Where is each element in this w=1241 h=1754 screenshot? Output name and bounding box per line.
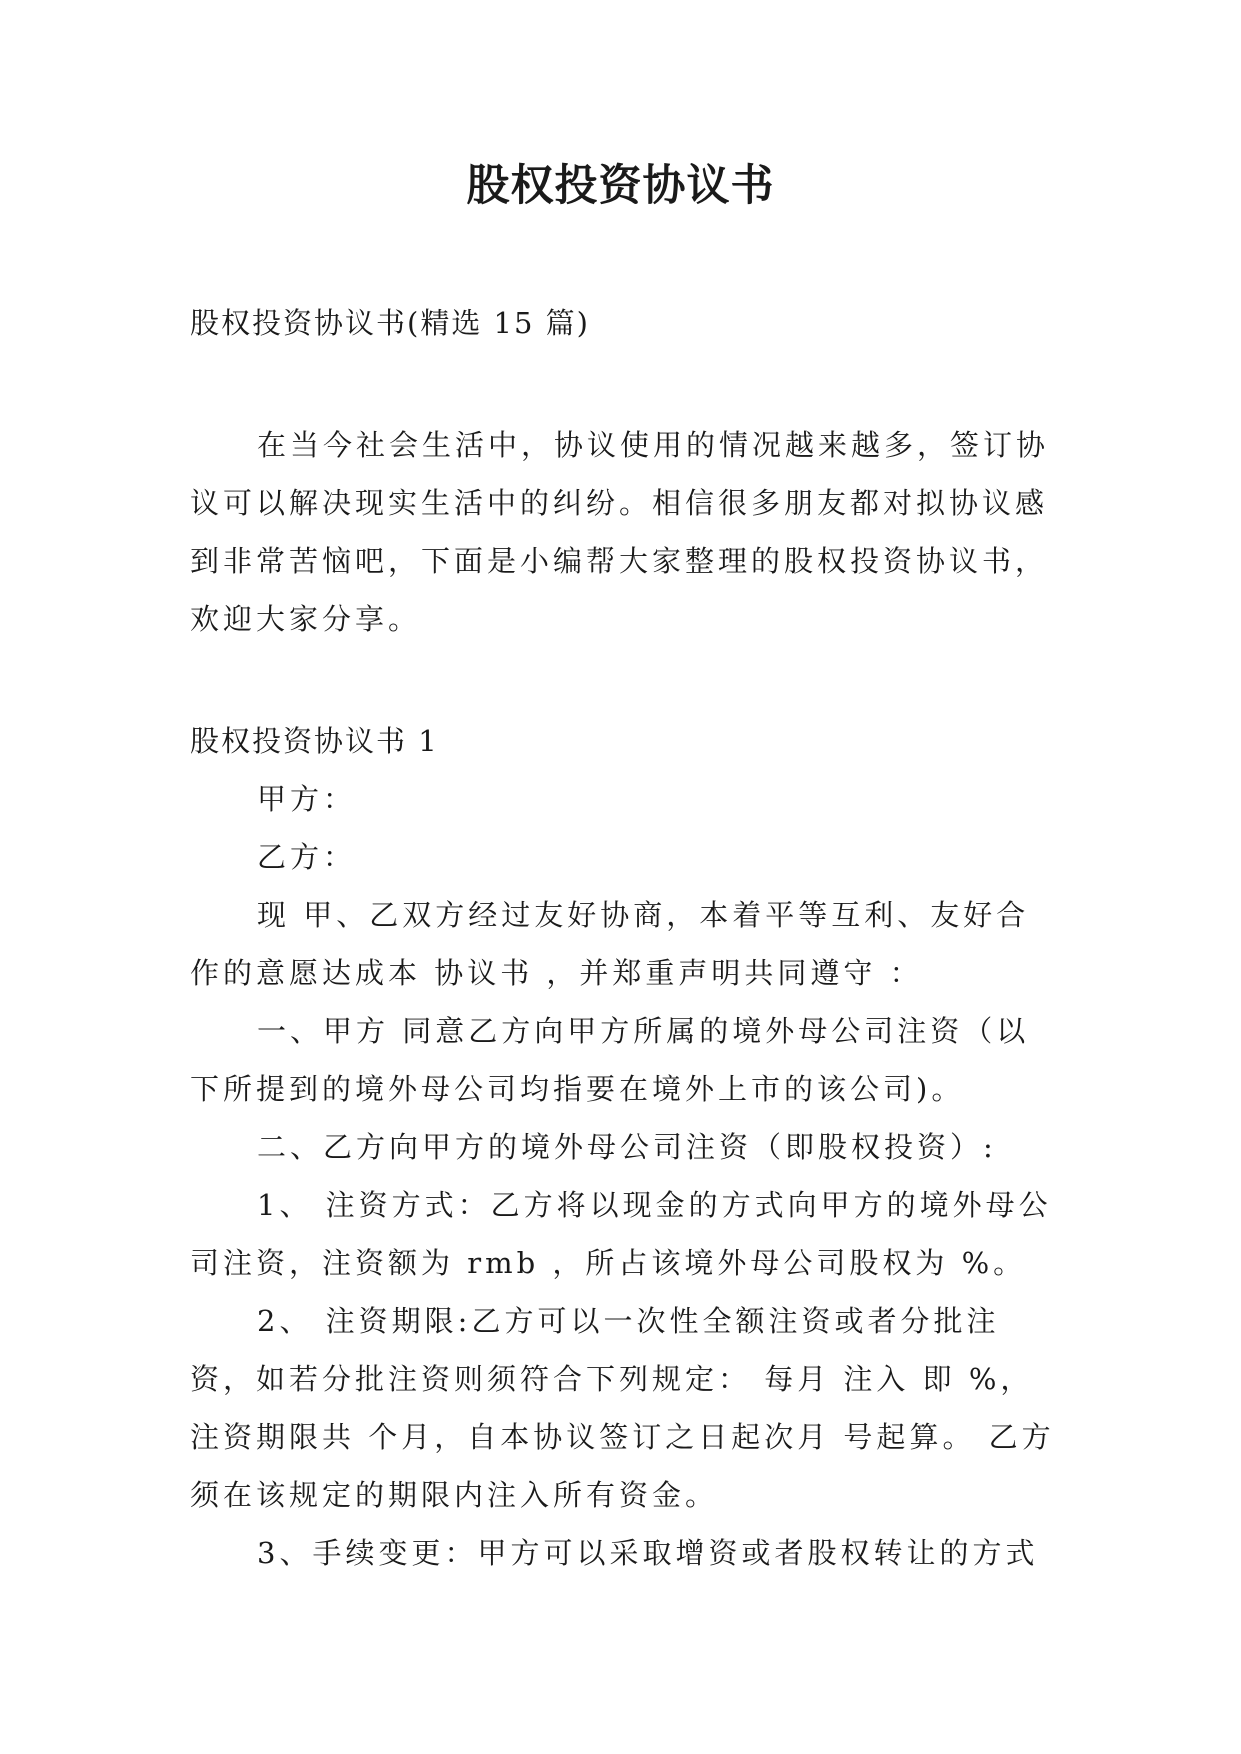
party-a-label: 甲方： (257, 782, 357, 816)
intro-paragraph: 在当今社会生活中，协议使用的情况越来越多，签订协议可以解决现实生活中的纠纷。相信很多朋友都对拟协议感到非常苦恼吧，下面是小编帮大家整理的股权投资协议书，欢迎大家分享。 (190, 428, 1050, 636)
clause-two-item-3: 3、手续变更：甲方可以采取增资或者股权转让的方式 (257, 1536, 1039, 1570)
section-heading: 股权投资协议书 1 (190, 724, 439, 758)
clause-one: 一、甲方 同意乙方向甲方所属的境外母公司注资（以下所提到的境外母公司均指要在境外上市的该公司)。 (190, 1014, 1030, 1106)
document-subtitle: 股权投资协议书(精选 15 篇) (190, 306, 590, 340)
party-b-label: 乙方： (257, 840, 357, 874)
spacer (190, 648, 1058, 712)
clause-two-item-1: 1、 注资方式：乙方将以现金的方式向甲方的境外母公司注资，注资额为 rmb ，所占该境外母公司股权为 %。 (190, 1188, 1052, 1280)
document-title: 股权投资协议书 (466, 161, 775, 211)
clause-two: 二、乙方向甲方的境外母公司注资（即股权投资）: (257, 1130, 997, 1164)
clause-two-item-2: 2、 注资期限:乙方可以一次性全额注资或者分批注资，如若分批注资则须符合下列规定： 每月 注入 即 %，注资期限共 个月，自本协议签订之日起次月 号起算。 乙方须在该规定的期限内注入所有资金。 (190, 1304, 1055, 1512)
spacer (190, 352, 1058, 416)
agreement-preamble: 现 甲、乙双方经过友好协商，本着平等互利、友好合作的意愿达成本 协议书 ，并郑重声明共同遵守 ： (190, 898, 1030, 990)
document-body (190, 294, 1058, 1582)
